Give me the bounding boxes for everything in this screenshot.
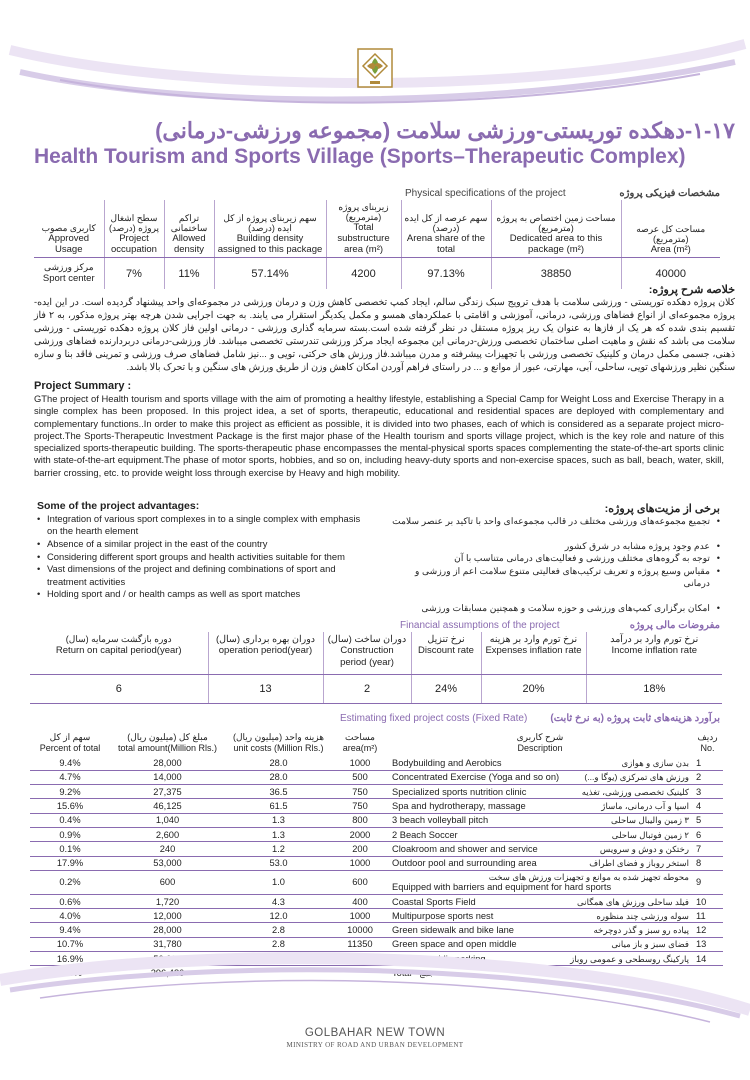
cost-percent: 0.4%: [30, 813, 110, 827]
cost-unit: 61.5: [225, 799, 332, 813]
cost-total: 53,000: [110, 856, 225, 870]
cost-description: [388, 799, 692, 813]
cost-percent: 10.7%: [30, 937, 110, 951]
cost-unit: 1.3: [225, 813, 332, 827]
cost-total: 46,125: [110, 799, 225, 813]
advantages-title-en: Some of the project advantages:: [37, 500, 200, 512]
cost-unit: 28.0: [225, 756, 332, 770]
cost-row: [30, 909, 723, 923]
header-total-area: مساحت کل عرصه (مترمربع) Area (m²): [621, 200, 720, 258]
cost-description-fa: استخر روباز و فضای اطراف: [589, 858, 689, 869]
physical-specs-table: [34, 200, 720, 289]
cost-description: [388, 813, 692, 827]
cost-total: 50,000: [110, 952, 225, 966]
cost-description-en: 3 beach volleyball pitch: [392, 815, 489, 826]
cost-description: [388, 894, 692, 908]
header-income-inflation: نرخ تورم وارد بر درآمد Income inflation rate: [586, 632, 722, 674]
cost-description-fa: اسپا و آب درمانی، ماساژ: [601, 801, 689, 812]
advantage-item-en: • Vast dimensions of the project and defining combinations of sport and treatment activities: [37, 563, 367, 587]
cost-area: 10000: [332, 923, 388, 937]
financial-title-en: Financial assumptions of the project: [400, 620, 560, 631]
cost-total: 28,000: [110, 756, 225, 770]
cost-unit: 2.8: [225, 923, 332, 937]
cost-description-en: Outdoor public parking: [392, 953, 486, 964]
cost-description-en: Bodybuilding and Aerobics: [392, 757, 502, 768]
costs-table-body: [30, 756, 723, 980]
value-expenses-inflation: 20%: [481, 674, 586, 703]
header-row-number: ردیف No.: [697, 732, 718, 753]
cost-row-number: 13: [692, 937, 723, 951]
value-income-inflation: 18%: [586, 674, 722, 703]
cost-row: [30, 842, 723, 856]
cost-description: [388, 923, 692, 937]
cost-row-number: 3: [692, 785, 723, 799]
total-label-en: Total: [392, 968, 412, 979]
cost-total: 600: [110, 870, 225, 894]
financial-title-fa: مفروضات مالی پروژه: [629, 620, 720, 631]
footer-ministry: MINISTRY OF ROAD AND URBAN DEVELOPMENT: [286, 1041, 464, 1049]
physical-title-en: Physical specifications of the project: [405, 188, 566, 199]
physical-header-row: [34, 200, 720, 258]
cost-row-number: 10: [692, 894, 723, 908]
cost-area: 10000: [332, 952, 388, 966]
cost-unit: 1.0: [225, 870, 332, 894]
costs-table: [30, 723, 723, 980]
cost-unit: 53.0: [225, 856, 332, 870]
cost-percent: 15.6%: [30, 799, 110, 813]
cost-description-en: 2 Beach Soccer: [392, 829, 458, 840]
cost-row: [30, 799, 723, 813]
cost-description-fa: کلینیک تخصصی ورزشی، تغذیه: [581, 786, 689, 797]
cost-row: [30, 827, 723, 841]
advantage-item-fa: • تجمیع مجموعه‌های ورزشی مختلف در قالب مجموعه‌ای واحد با تاکید بر عنصر سلامت: [390, 515, 720, 528]
cost-unit: 2.8: [225, 937, 332, 951]
cost-row-number: 8: [692, 856, 723, 870]
cost-description-en: Spa and hydrotherapy, massage: [392, 801, 526, 812]
cost-unit: 4.3: [225, 894, 332, 908]
cost-row-number: 4: [692, 799, 723, 813]
header-description: شرح کاربری Description: [516, 732, 564, 753]
cost-unit: 5.0: [225, 952, 332, 966]
cost-unit: 28.0: [225, 770, 332, 784]
cost-description: [388, 756, 692, 770]
cost-row-number: 1: [692, 756, 723, 770]
summary-text-fa: کلان پروژه دهکده توریستی - ورزشی سلامت با هدف ترویج سبک زندگی سالم، ایجاد کمپ تخصصی کاهش وزن و درمان ورزشی در مجموعه‌ای واحد پیشنهاد گردیده است. در این ایده-پروژه مجموعه‌ای از انواع فضاهای ورزشی، درمانی، آموزشی و اقامتی با عملکردهای همسو و مکمل یکدیگر استقرار می یابند. به جهت اجرایی شدن هرچه بهتر پروژه مذکور، به ۲ فاز تقسیم بندی شده که هر یک از فازها به عنوان یک ریز پروژه مستقل در نظر گرفته شده است.بسته سرمایه گذاری ورزشی - درمانی اولین فاز کلان پروژه دهکده توریستی - ورزشی سلامت می باشد که نقش و ماهیت اصلی ساختمان تخصصی ورزش-درمانی این مجموعه ایجاد مرکز ورزشی تندرستی تخصصی میباشد. فاز ورزشی-درمانی دربردارنده فضاهای ورزشی ذهنی، جسمی مکمل درمان و کلینیک تخصصی ورزشی با تجهیزات پیشرفته و مدرن میباشد.فاز ورزش های حرکتی، تویی و ...نیز شامل فضاهای صرف ورزشی و تمرینی فاقد بنا و سازه سنگین نظیر ورزشهای تویی، ساحلی، آبی، مهارتی، عبور از موانع و ... در راستای فراهم آوردن امکان کاهش وزن از طریق ورزش های سنگین و با تحرک بالا باشد.: [34, 297, 735, 372]
cost-row-number: 7: [692, 842, 723, 856]
cost-description-fa: رختکن و دوش و سرویس: [599, 843, 689, 854]
cost-area: 1000: [332, 756, 388, 770]
header-dedicated-area: مساحت زمین اختصاص به پروژه (مترمربع) Dedicated area to this package (m²): [491, 200, 621, 258]
cost-description-fa: سوله ورزشی چند منظوره: [596, 910, 689, 921]
header-return-period: دوره بازگشت سرمایه (سال) Return on capital period(year): [30, 632, 208, 674]
value-approved-usage: مرکز ورزشی Sport center: [42, 262, 95, 285]
header-substructure-area: زیربنای پروژه (مترمربع) Total substructure area (m²): [326, 200, 401, 258]
cost-row-number: 11: [692, 909, 723, 923]
cost-row: [30, 870, 723, 894]
costs-title-en: Estimating fixed project costs (Fixed Rate): [340, 713, 528, 724]
header-expenses-inflation: نرخ تورم وارد بر هزینه Expenses inflation rate: [481, 632, 586, 674]
cost-description-en: Green space and open middle: [392, 939, 517, 950]
financial-header-row: [30, 632, 722, 674]
cost-description: [388, 856, 692, 870]
cost-description-fa: ۳ زمین والیبال ساحلی: [610, 815, 689, 826]
header-approved-usage: کاربری مصوب Approved Usage: [34, 200, 104, 258]
cost-total: 12,000: [110, 909, 225, 923]
header-operation-period: دوران بهره برداری (سال) operation period(year): [208, 632, 323, 674]
cost-row: [30, 813, 723, 827]
cost-area: 500: [332, 770, 388, 784]
footer-town-name: GOLBAHAR NEW TOWN: [304, 1027, 446, 1039]
footer-swoosh: [0, 950, 750, 1080]
value-building-density: 57.14%: [214, 258, 326, 289]
cost-percent: 4.7%: [30, 770, 110, 784]
value-total-area: 40000: [621, 258, 720, 289]
cost-total: 2,600: [110, 827, 225, 841]
cost-description-fa: ورزش های تمرکزی (یوگا و...): [584, 772, 689, 783]
cost-description: [388, 785, 692, 799]
advantage-item-fa: • توجه به گروه‌های مختلف ورزشی و فعالیت‌های درمانی متناسب با آن: [390, 552, 720, 565]
cost-description: [388, 909, 692, 923]
header-percent-total: سهم از کل Percent of total: [39, 732, 101, 753]
cost-percent: 0.1%: [30, 842, 110, 856]
cost-unit: 12.0: [225, 909, 332, 923]
cost-description-en: Outdoor pool and surrounding area: [392, 858, 537, 869]
cost-description-en: Multipurpose sports nest: [392, 910, 494, 921]
cost-percent: 0.6%: [30, 894, 110, 908]
cost-description: [388, 770, 692, 784]
cost-description-fa: پیاده رو سبز و گذر دوچرخه: [593, 925, 689, 936]
header-total-amount: مبلغ کل (میلیون ریال) total amount(Million Rls.): [117, 732, 218, 753]
cost-row-number: 14: [692, 952, 723, 966]
value-discount-rate: 24%: [411, 674, 481, 703]
header-project-occupation: سطح اشغال پروژه (درصد) Project occupation: [104, 200, 164, 258]
cost-description: [388, 870, 692, 894]
cost-area: 11350: [332, 937, 388, 951]
header-building-density: سهم زیربنای پروژه از کل ایده (درصد) Building density assigned to this package: [214, 200, 326, 258]
cost-area: 750: [332, 799, 388, 813]
cost-percent: 0.9%: [30, 827, 110, 841]
cost-row: [30, 856, 723, 870]
cost-percent: 9.4%: [30, 756, 110, 770]
advantage-item-en: • Absence of a similar project in the east of the country: [37, 538, 367, 550]
advantage-item-en: • Integration of various sport complexes in to a single complex with emphasis on the hearth element: [37, 513, 367, 537]
header-unit-costs: هزینه واحد (میلیون ریال) unit costs (Million Rls.): [232, 732, 324, 753]
header-discount-rate: نرخ تنزیل Discount rate: [411, 632, 481, 674]
summary-title-en: Project Summary :: [34, 380, 132, 392]
advantages-list-en: [37, 513, 367, 601]
cost-row: [30, 785, 723, 799]
summary-title-fa: خلاصه شرح پروژه:: [648, 284, 735, 296]
cost-row-number: 2: [692, 770, 723, 784]
cost-total: 28,000: [110, 923, 225, 937]
cost-area: 400: [332, 894, 388, 908]
advantage-item-fa: • مقیاس وسیع پروژه و تعریف ترکیب‌های فعالیتی متنوع سلامت اعم از ورزشی و درمانی: [390, 565, 720, 590]
summary-text-en: GThe project of Health tourism and sports village with the aim of promoting a healthy lifestyle, establishing a Special Camp for Weight Loss and Exercise Therapy in a single complex has been proposed. In this project idea, a set of sports, therapeutic, educational and residential spaces are deployed with complementary and complementary functions..In order to make this project as efficient as possible, it is divided into two phases, each of which is considered as a separate project micro-project.The Sports-Therapeutic Investment Package is the first major phase of the Health tourism and sports village project, which is the key role and nature of this specialized sports-therapeutic building. The sports-therapeutic phase encompasses the mental-physical sports spaces complementing the state-of-the-art sports clinic with state-of-the-art equipment.The phase of motor sports, hobbies, and so on, including heavy-duty sports and non-exercise spaces, such as ball, beach, water, skill, barrier crossing, etc. to provide weight loss through exercise by Heavy and high mobility.: [34, 393, 724, 478]
cost-unit: 1.2: [225, 842, 332, 856]
physical-title-fa: مشخصات فیزیکی پروژه: [619, 188, 720, 199]
cost-total: 14,000: [110, 770, 225, 784]
cost-description: [388, 827, 692, 841]
golbahar-logo-icon: [357, 48, 393, 88]
value-allowed-density: 11%: [164, 258, 214, 289]
advantage-item-en: • Holding sport and / or health camps as well as sport matches: [37, 588, 367, 600]
financial-table: [30, 632, 722, 704]
cost-unit: 1.3: [225, 827, 332, 841]
cost-percent: 16.9%: [30, 952, 110, 966]
advantage-item-fa: • عدم وجود پروژه مشابه در شرق کشور: [390, 540, 720, 553]
cost-percent: 0.2%: [30, 870, 110, 894]
financial-values-row: [30, 674, 722, 703]
value-operation-period: 13: [208, 674, 323, 703]
cost-area: 750: [332, 785, 388, 799]
value-project-occupation: 7%: [104, 258, 164, 289]
total-label-fa: جمع: [419, 968, 435, 979]
advantage-item-en: • Considering different sport groups and health activities suitable for them: [37, 551, 367, 563]
value-substructure-area: 4200: [326, 258, 401, 289]
cost-total: 240: [110, 842, 225, 856]
cost-description-en: Specialized sports nutrition clinic: [392, 786, 527, 797]
cost-row: [30, 756, 723, 770]
cost-description-fa: ۲ زمین فوتبال ساحلی: [611, 829, 689, 840]
cost-description-en: Coastal Sports Field: [392, 896, 476, 907]
cost-row-number: 12: [692, 923, 723, 937]
cost-row-number: 5: [692, 813, 723, 827]
cost-description-fa: فضای سبز و باز میانی: [611, 939, 689, 950]
header-arena-share: سهم عرصه از کل ایده (درصد) Arena share of the total: [401, 200, 491, 258]
cost-area: 600: [332, 870, 388, 894]
cost-row-number: 9: [692, 870, 723, 894]
cost-row: [30, 770, 723, 784]
cost-area: 1000: [332, 909, 388, 923]
cost-total: 1,720: [110, 894, 225, 908]
value-return-period: 6: [30, 674, 208, 703]
cost-row: [30, 894, 723, 908]
cost-description-fa: پارکینگ روسطحی و عمومی روباز: [570, 953, 689, 964]
cost-description-en: Concentrated Exercise (Yoga and so on): [392, 772, 560, 783]
header-allowed-density: تراکم ساختمانی Allowed density: [164, 200, 214, 258]
cost-percent: 9.2%: [30, 785, 110, 799]
cost-percent: 4.0%: [30, 909, 110, 923]
cost-area: 800: [332, 813, 388, 827]
value-construction-period: 2: [323, 674, 411, 703]
cost-percent: 17.9%: [30, 856, 110, 870]
cost-total: 31,780: [110, 937, 225, 951]
total-percent: 100%: [58, 968, 82, 979]
cost-row-number: 6: [692, 827, 723, 841]
cost-total: 27,375: [110, 785, 225, 799]
cost-description-en: Equipped with barriers and equipment for hard sports: [392, 882, 612, 893]
cost-unit: 36.5: [225, 785, 332, 799]
cost-row: [30, 923, 723, 937]
cost-description-en: Cloakroom and shower and service: [392, 843, 538, 854]
costs-header-row: [30, 723, 723, 756]
advantage-item-fa: • امکان برگزاری کمپ‌های ورزشی و حوزه سلامت و همچنین مسابقات ورزشی: [390, 602, 720, 615]
page-title-fa: ۱-۱۷-دهکده توریستی-ورزشی سلامت (مجموعه ورزشی-درمانی): [155, 118, 735, 143]
cost-percent: 9.4%: [30, 923, 110, 937]
cost-area: 2000: [332, 827, 388, 841]
cost-area: 1000: [332, 856, 388, 870]
cost-total: 1,040: [110, 813, 225, 827]
physical-values-row: [34, 258, 720, 289]
costs-title-fa: برآورد هزینه‌های ثابت پروژه (به نرخ ثابت): [550, 713, 720, 724]
cost-description-fa: محوطه تجهیز شده به موانع و تجهیزات ورزش های سخت: [488, 872, 689, 883]
value-arena-share: 97.13%: [401, 258, 491, 289]
cost-description-fa: بدن سازی و هوازی: [621, 757, 689, 768]
page-title-en: Health Tourism and Sports Village (Sports–Therapeutic Complex): [34, 145, 686, 168]
cost-area: 200: [332, 842, 388, 856]
header-construction-period: دوران ساخت (سال) Construction period (year): [323, 632, 411, 674]
value-dedicated-area: 38850: [491, 258, 621, 289]
advantages-list-fa: [390, 515, 720, 614]
cost-description-en: Green sidewalk and bike lane: [392, 925, 514, 936]
cost-description: [388, 842, 692, 856]
header-area: مساحت area(m²): [342, 732, 378, 753]
total-amount: 296,480: [150, 968, 185, 979]
advantages-title-fa: برخی از مزیت‌های پروژه:: [604, 503, 720, 515]
cost-description-fa: فیلد ساحلی ورزش های همگانی: [577, 896, 689, 907]
